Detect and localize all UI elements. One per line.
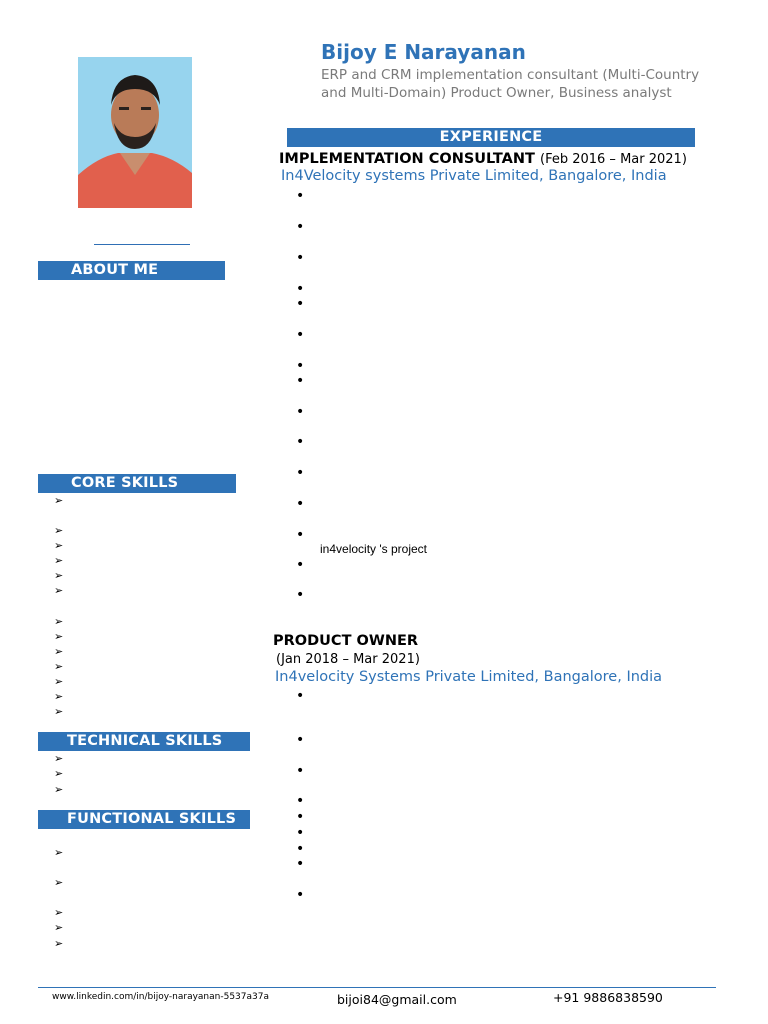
- list-item-arrow: ➢: [54, 524, 64, 537]
- list-item-bullet: •: [296, 327, 305, 343]
- list-item-bullet: •: [296, 219, 305, 235]
- list-item-bullet: •: [296, 732, 305, 748]
- experience-header: EXPERIENCE: [287, 128, 695, 147]
- footer-divider: [38, 987, 716, 988]
- list-item-arrow: ➢: [54, 554, 64, 567]
- list-item-bullet: •: [296, 887, 305, 903]
- profile-photo: [78, 57, 192, 208]
- job-1-heading: [279, 148, 687, 167]
- list-item-arrow: ➢: [54, 584, 64, 597]
- list-item-arrow: ➢: [54, 846, 64, 859]
- job-2-title: PRODUCT OWNER: [273, 633, 419, 649]
- list-item-bullet: •: [296, 434, 305, 450]
- job-1-company: In4Velocity systems Private Limited, Bangalore, India: [281, 168, 667, 184]
- list-item-bullet: •: [296, 688, 305, 704]
- list-item-arrow: ➢: [54, 690, 64, 703]
- list-item-bullet: •: [296, 763, 305, 779]
- list-item-arrow: ➢: [54, 675, 64, 688]
- list-item-bullet: •: [296, 587, 305, 603]
- list-item-bullet: •: [296, 496, 305, 512]
- list-item-arrow: ➢: [54, 783, 64, 796]
- list-item-bullet: •: [296, 841, 305, 857]
- list-item-arrow: ➢: [54, 630, 64, 643]
- list-item-arrow: ➢: [54, 660, 64, 673]
- list-item-bullet: •: [296, 188, 305, 204]
- job-1-dates: (Feb 2016 – Mar 2021): [540, 152, 687, 167]
- list-item-arrow: ➢: [54, 767, 64, 780]
- list-item-arrow: ➢: [54, 752, 64, 765]
- list-item-arrow: ➢: [54, 921, 64, 934]
- job-1-title: IMPLEMENTATION CONSULTANT: [279, 151, 535, 167]
- technical-skills-header: TECHNICAL SKILLS: [38, 732, 250, 751]
- candidate-name: Bijoy E Narayanan: [321, 40, 526, 64]
- about-me-header: ABOUT ME: [38, 261, 225, 280]
- list-item-bullet: •: [296, 793, 305, 809]
- link-underline[interactable]: [94, 244, 190, 245]
- linkedin-link[interactable]: www.linkedin.com/in/bijoy-narayanan-5537a37a: [52, 992, 269, 1002]
- list-item-arrow: ➢: [54, 937, 64, 950]
- list-item-bullet: •: [296, 358, 305, 374]
- list-item-bullet: •: [296, 557, 305, 573]
- list-item-arrow: ➢: [54, 645, 64, 658]
- list-item-bullet: •: [296, 856, 305, 872]
- list-item-bullet: •: [296, 465, 305, 481]
- functional-skills-header: FUNCTIONAL SKILLS: [38, 810, 250, 829]
- list-item-bullet: •: [296, 373, 305, 389]
- phone-number: +91 9886838590: [553, 990, 663, 1005]
- core-skills-header: CORE SKILLS: [38, 474, 236, 493]
- list-item-bullet: •: [296, 296, 305, 312]
- list-item-bullet: •: [296, 250, 305, 266]
- list-item-arrow: ➢: [54, 876, 64, 889]
- list-item-bullet: •: [296, 825, 305, 841]
- list-item-arrow: ➢: [54, 569, 64, 582]
- email-link[interactable]: bijoi84@gmail.com: [337, 992, 457, 1007]
- list-item-bullet: •: [296, 527, 305, 543]
- project-note: in4velocity 's project: [320, 542, 428, 556]
- list-item-arrow: ➢: [54, 494, 64, 507]
- job-2-dates: (Jan 2018 – Mar 2021): [276, 652, 420, 667]
- list-item-arrow: ➢: [54, 906, 64, 919]
- list-item-bullet: •: [296, 809, 305, 825]
- list-item-arrow: ➢: [54, 615, 64, 628]
- list-item-bullet: •: [296, 404, 305, 420]
- list-item-arrow: ➢: [54, 539, 64, 552]
- list-item-bullet: •: [296, 281, 305, 297]
- candidate-subtitle: ERP and CRM implementation consultant (Multi-Country and Multi-Domain) Product Owner, Business analyst: [321, 67, 700, 101]
- list-item-arrow: ➢: [54, 705, 64, 718]
- job-2-company: In4velocity Systems Private Limited, Bangalore, India: [275, 669, 663, 685]
